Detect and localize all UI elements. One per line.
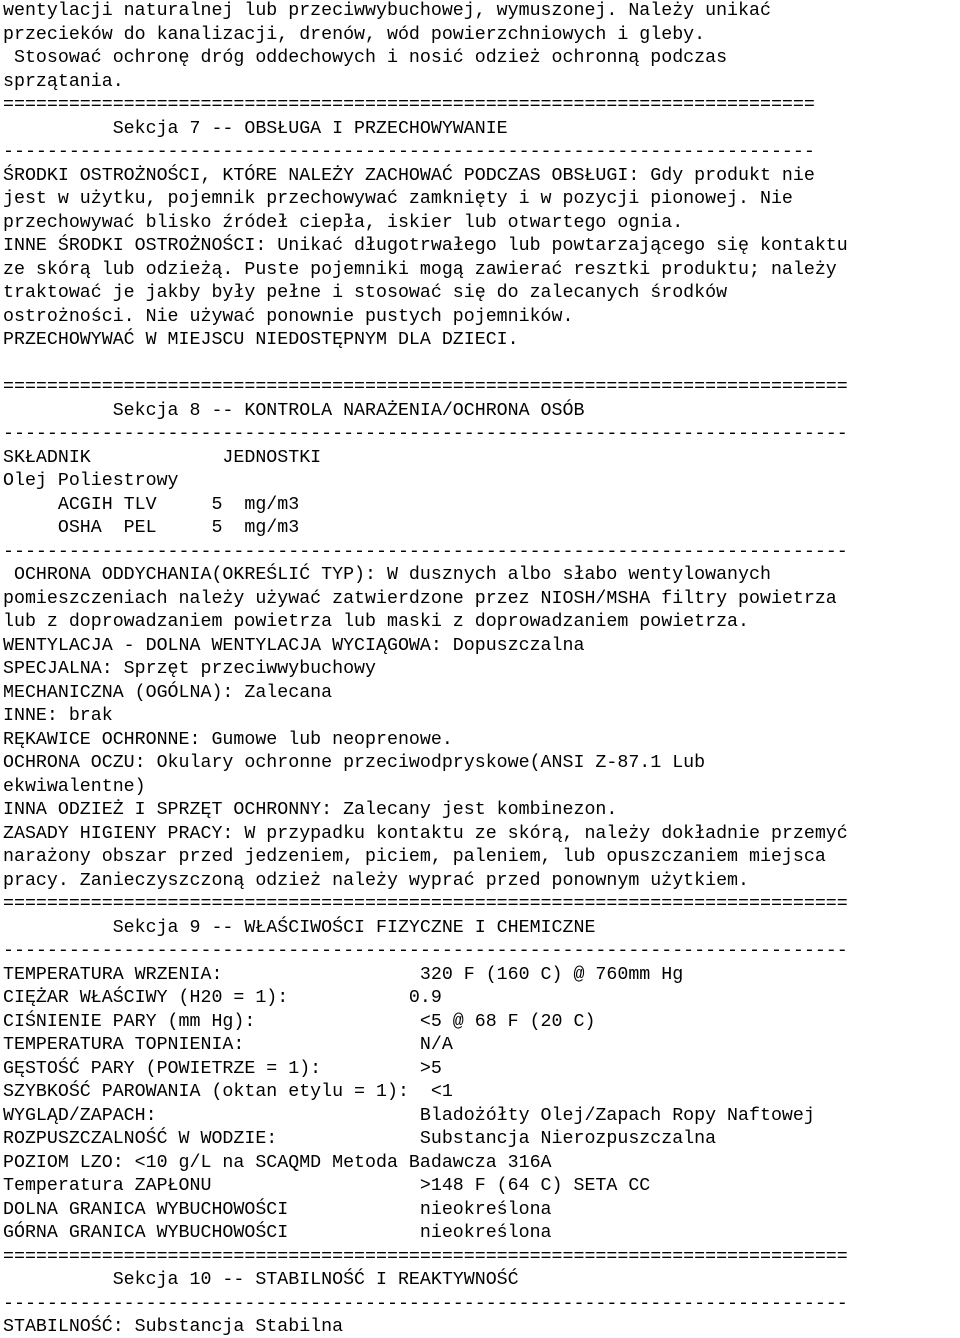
- text-line: pomieszczeniach należy używać zatwierdzone przez NIOSH/MSHA filtry powietrza: [3, 588, 837, 609]
- section-heading: Sekcja 9 -- WŁAŚCIWOŚCI FIZYCZNE I CHEMICZNE: [3, 917, 596, 938]
- text-line: sprzątania.: [3, 71, 124, 92]
- text-line: GÓRNA GRANICA WYBUCHOWOŚCI nieokreślona: [3, 1223, 552, 1243]
- text-line: jest w użytku, pojemnik przechowywać zamknięty i w pozycji pionowej. Nie: [3, 189, 793, 209]
- rule-line: -----------------------------------------------------------------------------: [3, 541, 848, 562]
- text-line: GĘSTOŚĆ PARY (POWIETRZE = 1): >5: [3, 1058, 442, 1079]
- text-line: OSHA PEL 5 mg/m3: [3, 518, 300, 538]
- text-line: Olej Poliestrowy: [3, 471, 179, 491]
- text-line: wentylacji naturalnej lub przeciwwybuchowej, wymuszonej. Należy unikać: [3, 1, 771, 21]
- text-line: ROZPUSZCZALNOŚĆ W WODZIE: Substancja Nierozpuszczalna: [3, 1129, 717, 1149]
- text-line: traktować je jakby były pełne i stosować się do zalecanych środków: [3, 283, 728, 303]
- text-line: OCHRONA ODDYCHANIA(OKREŚLIĆ TYP): W dusznych albo słabo wentylowanych: [3, 565, 771, 585]
- text-line: przecieków do kanalizacji, drenów, wód powierzchniowych i gleby.: [3, 24, 706, 45]
- text-line: CIĘŻAR WŁAŚCIWY (H20 = 1): 0.9: [3, 988, 442, 1008]
- text-line: Stosować ochronę dróg oddechowych i nosić odzież ochronną podczas: [3, 48, 728, 68]
- text-line: ZASADY HIGIENY PRACY: W przypadku kontaktu ze skórą, należy dokładnie przemyć: [3, 823, 848, 844]
- text-line: WYGLĄD/ZAPACH: Bladożółty Olej/Zapach Ropy Naftowej: [3, 1105, 815, 1126]
- section-separator: =============================================================================: [3, 377, 848, 397]
- text-line: narażony obszar przed jedzeniem, piciem, paleniem, lub opuszczaniem miejsca: [3, 847, 826, 867]
- rule-line: -----------------------------------------------------------------------------: [3, 1293, 848, 1314]
- section-heading: Sekcja 8 -- KONTROLA NARAŻENIA/OCHRONA OSÓB: [3, 400, 585, 421]
- text-line: WENTYLACJA - DOLNA WENTYLACJA WYCIĄGOWA: Dopuszczalna: [3, 635, 585, 656]
- text-line: DOLNA GRANICA WYBUCHOWOŚCI nieokreślona: [3, 1199, 552, 1220]
- text-line: ŚRODKI OSTROŻNOŚCI, KTÓRE NALEŻY ZACHOWAĆ PODCZAS OBSŁUGI: Gdy produkt nie: [3, 165, 815, 186]
- text-line: przechowywać blisko źródeł ciepła, iskier lub otwartego ognia.: [3, 212, 684, 233]
- text-line: SKŁADNIK JEDNOSTKI: [3, 447, 322, 468]
- text-line: INNA ODZIEŻ I SPRZĘT OCHRONNY: Zalecany jest kombinezon.: [3, 800, 618, 820]
- text-line: INNE ŚRODKI OSTROŻNOŚCI: Unikać długotrwałego lub powtarzającego się kontaktu: [3, 236, 848, 256]
- text-line: SZYBKOŚĆ PAROWANIA (oktan etylu = 1): <1: [3, 1082, 453, 1102]
- text-line: ACGIH TLV 5 mg/m3: [3, 494, 300, 515]
- text-line: TEMPERATURA TOPNIENIA: N/A: [3, 1035, 453, 1055]
- text-line: TEMPERATURA WRZENIA: 320 F (160 C) @ 760mm Hg: [3, 964, 684, 985]
- text-line: INNE: brak: [3, 706, 113, 726]
- text-line: POZIOM LZO: <10 g/L na SCAQMD Metoda Badawcza 316A: [3, 1152, 552, 1173]
- text-line: Temperatura ZAPŁONU >148 F (64 C) SETA CC: [3, 1176, 651, 1196]
- text-line: pracy. Zanieczyszczoną odzież należy wyprać przed ponownym użytkiem.: [3, 870, 749, 891]
- text-line: PRZECHOWYWAĆ W MIEJSCU NIEDOSTĘPNYM DLA DZIECI.: [3, 330, 519, 350]
- text-line: RĘKAWICE OCHRONNE: Gumowe lub neoprenowe.: [3, 729, 453, 750]
- text-line: ostrożności. Nie używać ponownie pustych pojemników.: [3, 306, 574, 327]
- text-line: OCHRONA OCZU: Okulary ochronne przeciwodpryskowe(ANSI Z-87.1 Lub: [3, 753, 706, 773]
- rule-line: -----------------------------------------------------------------------------: [3, 941, 848, 961]
- text-line: lub z doprowadzaniem powietrza lub maski z doprowadzaniem powietrza.: [3, 612, 749, 632]
- text-line: STABILNOŚĆ: Substancja Stabilna: [3, 1317, 344, 1337]
- section-heading: Sekcja 10 -- STABILNOŚĆ I REAKTYWNOŚĆ: [3, 1270, 519, 1290]
- section-separator: =============================================================================: [3, 1246, 848, 1267]
- text-line: MECHANICZNA (OGÓLNA): Zalecana: [3, 682, 333, 703]
- text-line: CIŚNIENIE PARY (mm Hg): <5 @ 68 F (20 C): [3, 1011, 596, 1032]
- text-line: ekwiwalentne): [3, 776, 146, 797]
- section-separator: =============================================================================: [3, 894, 848, 914]
- section-heading: Sekcja 7 -- OBSŁUGA I PRZECHOWYWANIE: [3, 118, 508, 139]
- rule-line: --------------------------------------------------------------------------: [3, 142, 815, 162]
- text-line: SPECJALNA: Sprzęt przeciwwybuchowy: [3, 659, 376, 679]
- text-line: ze skórą lub odzieżą. Puste pojemniki mogą zawierać resztki produktu; należy: [3, 259, 837, 280]
- rule-line: -----------------------------------------------------------------------------: [3, 424, 848, 444]
- section-separator: ==========================================================================: [3, 95, 815, 115]
